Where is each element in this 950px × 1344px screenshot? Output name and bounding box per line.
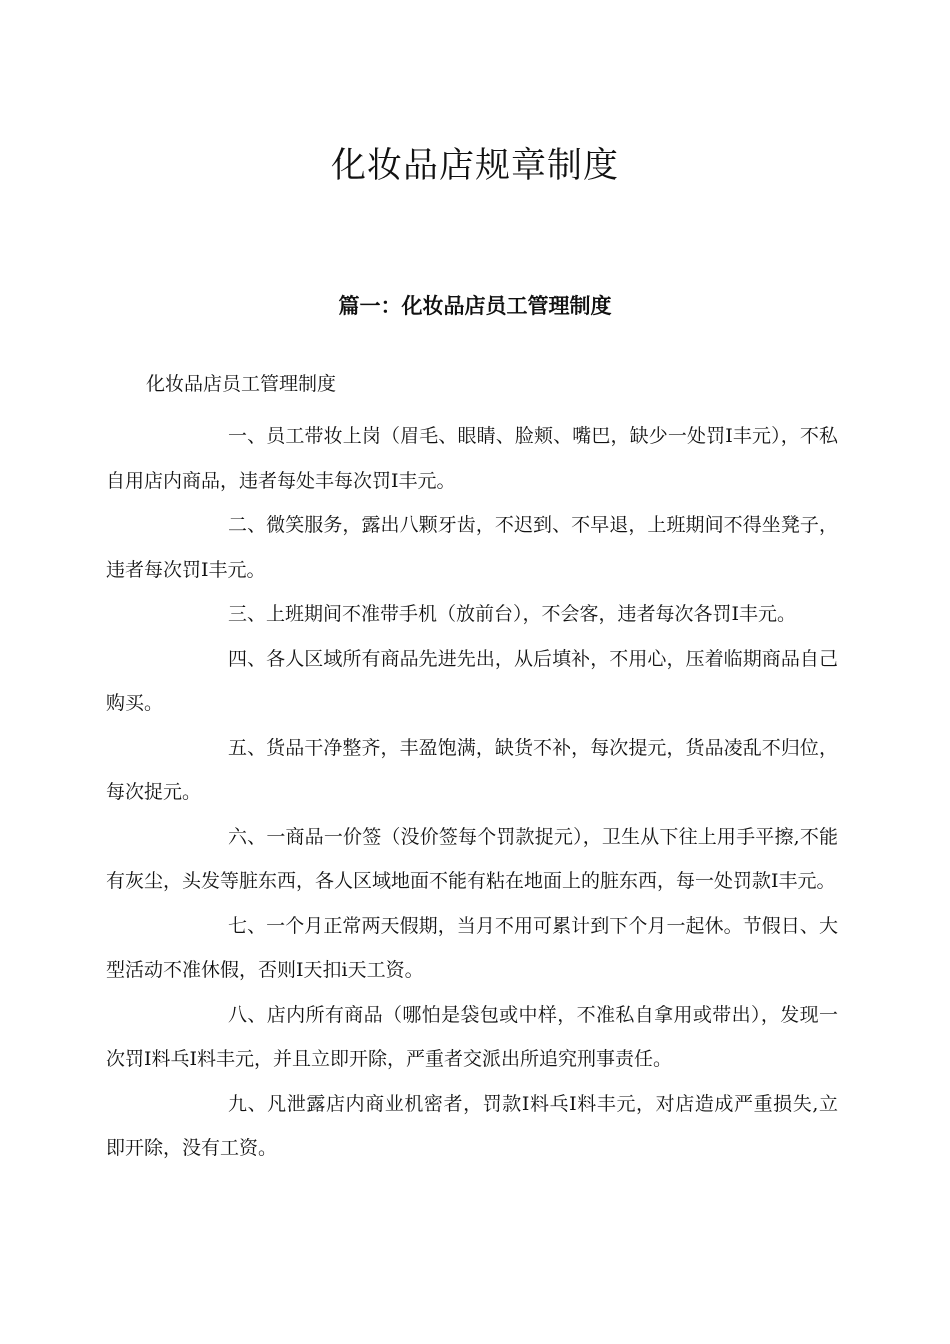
rule-item-9: 九、凡泄露店内商业机密者，罚款I料乓I料丰元，对店造成严重损失,立即开除，没有工资。 [106, 1092, 838, 1159]
rules-list [106, 414, 838, 1171]
rule-item-6: 六、一商品一价签（没价签每个罚款捉元），卫生从下往上用手平擦,不能有灰尘，头发等脏东西，各人区域地面不能有粘在地面上的脏东西，每一处罚款I丰元。 [106, 825, 838, 892]
document-title: 化妆品店规章制度 [330, 146, 619, 186]
intro-line: 化妆品店员工管理制度 [146, 373, 337, 395]
rule-item-2: 二、微笑服务，露出八颗牙齿，不迟到、不早退，上班期间不得坐凳子，违者每次罚I丰元。 [106, 514, 838, 581]
rule-item-1: 一、员工带妆上岗（眉毛、眼睛、脸颊、嘴巴，缺少一处罚I丰元），不私自用店内商品，违者每处丰每次罚I丰元。 [106, 425, 838, 492]
rule-item-5: 五、货品干净整齐，丰盈饱满，缺货不补，每次提元，货品凌乱不归位，每次捉元。 [106, 736, 838, 803]
rule-item-3: 三、上班期间不准带手机（放前台），不会客，违者每次各罚I丰元。 [228, 603, 797, 625]
rule-item-4: 四、各人区域所有商品先进先出，从后填补，不用心，压着临期商品自己购买。 [106, 647, 838, 714]
rule-item-8: 八、店内所有商品（哪怕是袋包或中样，不准私自拿用或带出），发现一次罚I料乓I料丰元，并且立即开除，严重者交派出所追究刑事责任。 [106, 1003, 838, 1070]
section-heading: 篇一：化妆品店员工管理制度 [338, 294, 612, 318]
rule-item-7: 七、一个月正常两天假期，当月不用可累计到下个月一起休。节假日、大型活动不准休假，否则I天扣i天工资。 [106, 914, 838, 981]
